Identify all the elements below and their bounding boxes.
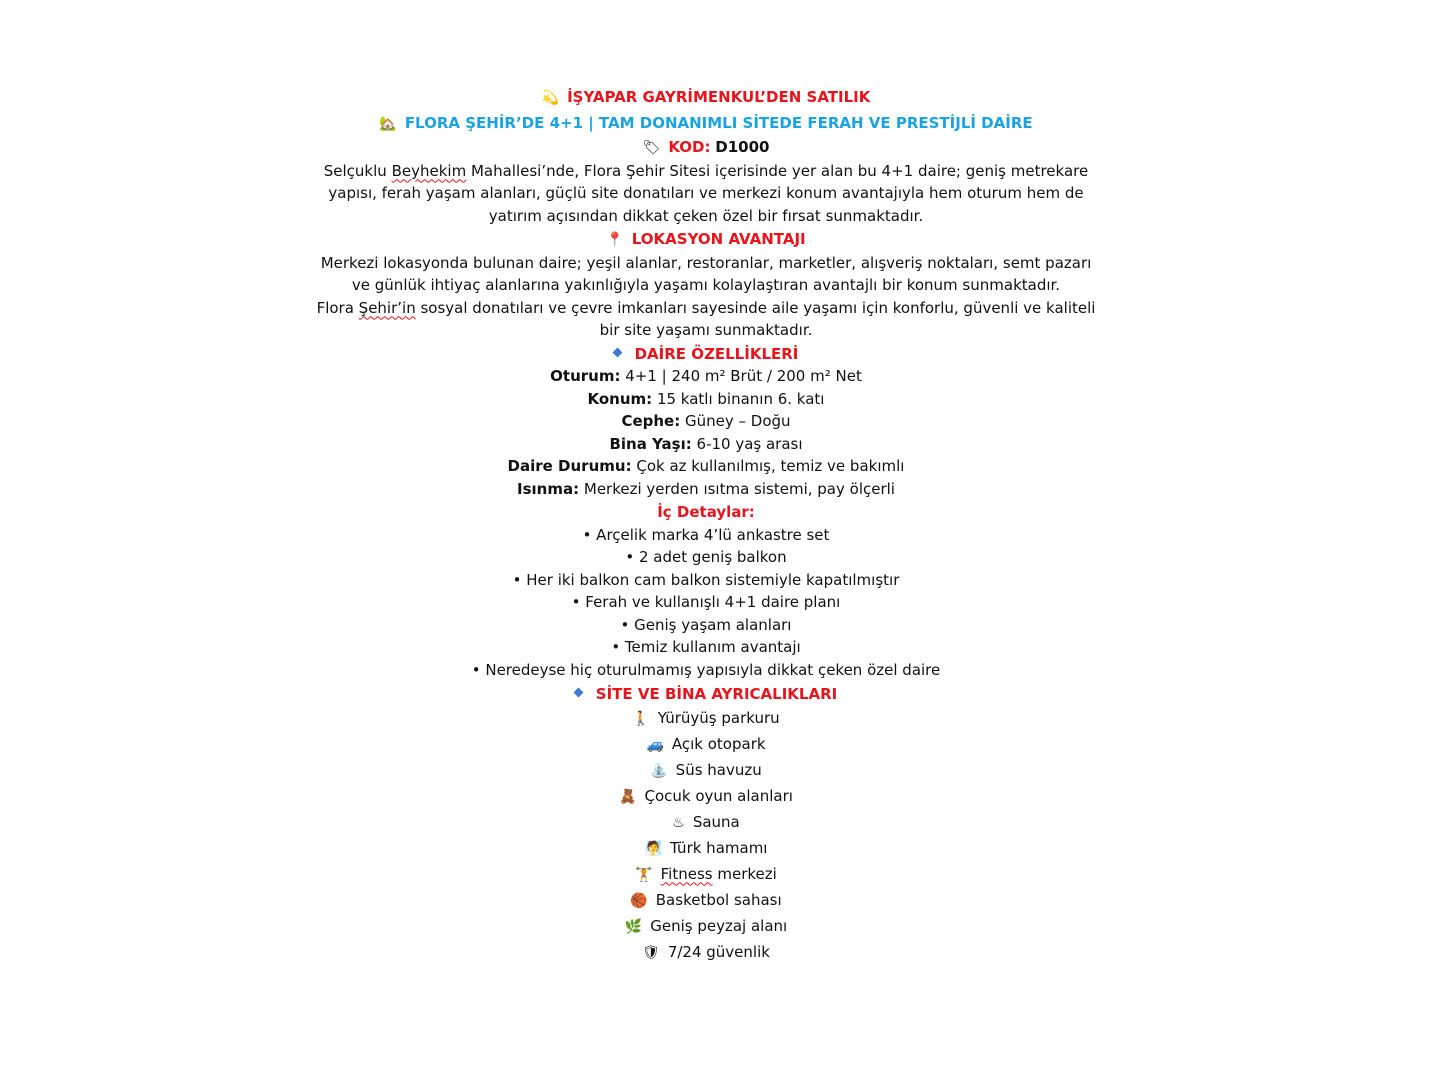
interior-item: • Geniş yaşam alanları	[620, 615, 792, 634]
interior-item: • 2 adet geniş balkon	[625, 548, 787, 566]
tag-icon: 🏷	[642, 140, 661, 156]
location-paragraph-2: Flora Şehir’in sosyal donatıları ve çevre imkanları sayesinde aile yaşamı için konforlu, güvenli ve kaliteli bir site yaşamı sunmaktadır.	[316, 298, 1096, 339]
listing-document	[300, 85, 1112, 966]
feature-value: 4+1 | 240 m² Brüt / 200 m² Net	[625, 367, 862, 385]
amenity-label: Çocuk oyun alanları	[644, 786, 793, 805]
feature-row	[300, 410, 1112, 433]
amenity-label: Süs havuzu	[675, 760, 762, 779]
interior-item: • Her iki balkon cam balkon sistemiyle kapatılmıştır	[512, 570, 900, 589]
walking-person-icon: 🚶	[632, 710, 650, 727]
amenity-item	[300, 758, 1112, 784]
interior-item: • Temiz kullanım avantajı	[611, 638, 801, 656]
misspelled-word: Şehir’in	[358, 298, 416, 317]
interior-heading: İç Detaylar:	[657, 503, 755, 521]
amenity-label: Açık otopark	[671, 734, 766, 753]
feature-label: Daire Durumu:	[507, 457, 632, 475]
amenity-label: Basketbol sahası	[655, 890, 782, 909]
diamond-icon	[573, 688, 583, 698]
amenity-label: Geniş peyzaj alanı	[650, 916, 788, 935]
code-value: D1000	[715, 138, 770, 156]
shield-icon: 🛡	[642, 944, 660, 961]
amenities-heading: SİTE VE BİNA AYRICALIKLARI	[300, 683, 1112, 706]
feature-label: Cephe:	[621, 412, 681, 430]
amenity-item	[300, 888, 1112, 914]
fountain-icon: ⛲	[650, 762, 668, 779]
amenity-item	[300, 810, 1112, 836]
bath-person-icon: 🧖	[644, 840, 662, 857]
feature-label: Oturum:	[550, 367, 621, 385]
feature-value: 6-10 yaş arası	[696, 434, 803, 453]
basketball-icon: 🏀	[630, 892, 648, 909]
feature-value: Çok az kullanılmış, temiz ve bakımlı	[636, 457, 905, 475]
amenity-item	[300, 914, 1112, 940]
feature-label: Isınma:	[517, 479, 580, 498]
pin-icon: 📍	[606, 232, 624, 248]
listing-code: 🏷 KOD: D1000	[300, 136, 1112, 160]
diamond-icon	[612, 347, 622, 357]
location-paragraph-1: Merkezi lokasyonda bulunan daire; yeşil alanlar, restoranlar, marketler, alışveriş noktaları, semt pazarı ve günlük ihtiyaç alanlarına yakınlığıyla yaşamı kolaylaştıran avantajlı bir konum sunmaktadır.	[320, 253, 1092, 294]
amenities-list	[300, 706, 1112, 966]
features-heading: DAİRE ÖZELLİKLERİ	[300, 343, 1112, 366]
teddy-bear-icon: 🧸	[619, 788, 637, 805]
feature-label: Bina Yaşı:	[609, 434, 692, 453]
listing-subtitle: 🏡 FLORA ŞEHİR’DE 4+1 | TAM DONANIMLI SİTEDE FERAH VE PRESTİJLİ DAİRE	[300, 112, 1112, 136]
swirl-icon: 💫	[541, 90, 560, 106]
amenity-label: Sauna	[692, 812, 740, 831]
feature-row	[300, 455, 1112, 478]
location-heading: 📍 LOKASYON AVANTAJI	[300, 228, 1112, 252]
feature-row	[300, 388, 1112, 411]
weightlifter-icon: 🏋	[635, 866, 653, 883]
amenity-item	[300, 784, 1112, 810]
feature-row	[300, 365, 1112, 388]
amenity-item	[300, 836, 1112, 862]
feature-label: Konum:	[587, 389, 653, 408]
misspelled-word: Fitness	[660, 864, 713, 883]
intro-paragraph: Selçuklu Beyhekim Mahallesi’nde, Flora Şehir Sitesi içerisinde yer alan bu 4+1 daire; geniş metrekare yapısı, ferah yaşam alanları, güçlü site donatıları ve merkezi konum avantajıyla hem oturum hem de yatırım açısından dikkat çeken özel bir fırsat sunmaktadır.	[323, 161, 1089, 225]
amenity-label: Türk hamamı	[669, 838, 768, 857]
feature-value: 15 katlı binanın 6. katı	[656, 389, 825, 408]
amenity-label: Yürüyüş parkuru	[657, 708, 780, 727]
listing-title: 💫 İŞYAPAR GAYRİMENKUL’DEN SATILIK	[300, 86, 1112, 110]
feature-value: Merkezi yerden ısıtma sistemi, pay ölçerli	[583, 479, 895, 498]
interior-list	[300, 524, 1112, 682]
amenity-item: 🏋 Fitness merkezi	[300, 862, 1112, 888]
misspelled-word: Beyhekim	[391, 161, 467, 180]
plant-icon: 🌿	[624, 918, 643, 935]
hot-springs-icon: ♨	[672, 814, 685, 831]
amenity-item	[300, 706, 1112, 732]
feature-value: Güney – Doğu	[685, 412, 791, 430]
interior-item: • Arçelik marka 4’lü ankastre set	[582, 525, 830, 544]
interior-item: • Neredeyse hiç oturulmamış yapısıyla dikkat çeken özel daire	[471, 660, 941, 679]
feature-row	[300, 433, 1112, 456]
car-icon: 🚙	[646, 736, 664, 753]
features-list	[300, 365, 1112, 500]
feature-row	[300, 478, 1112, 501]
amenity-item	[300, 732, 1112, 758]
amenity-item	[300, 940, 1112, 966]
amenity-label: 7/24 güvenlik	[667, 942, 770, 961]
house-icon: 🏡	[379, 115, 397, 132]
interior-item: • Ferah ve kullanışlı 4+1 daire planı	[571, 593, 841, 611]
